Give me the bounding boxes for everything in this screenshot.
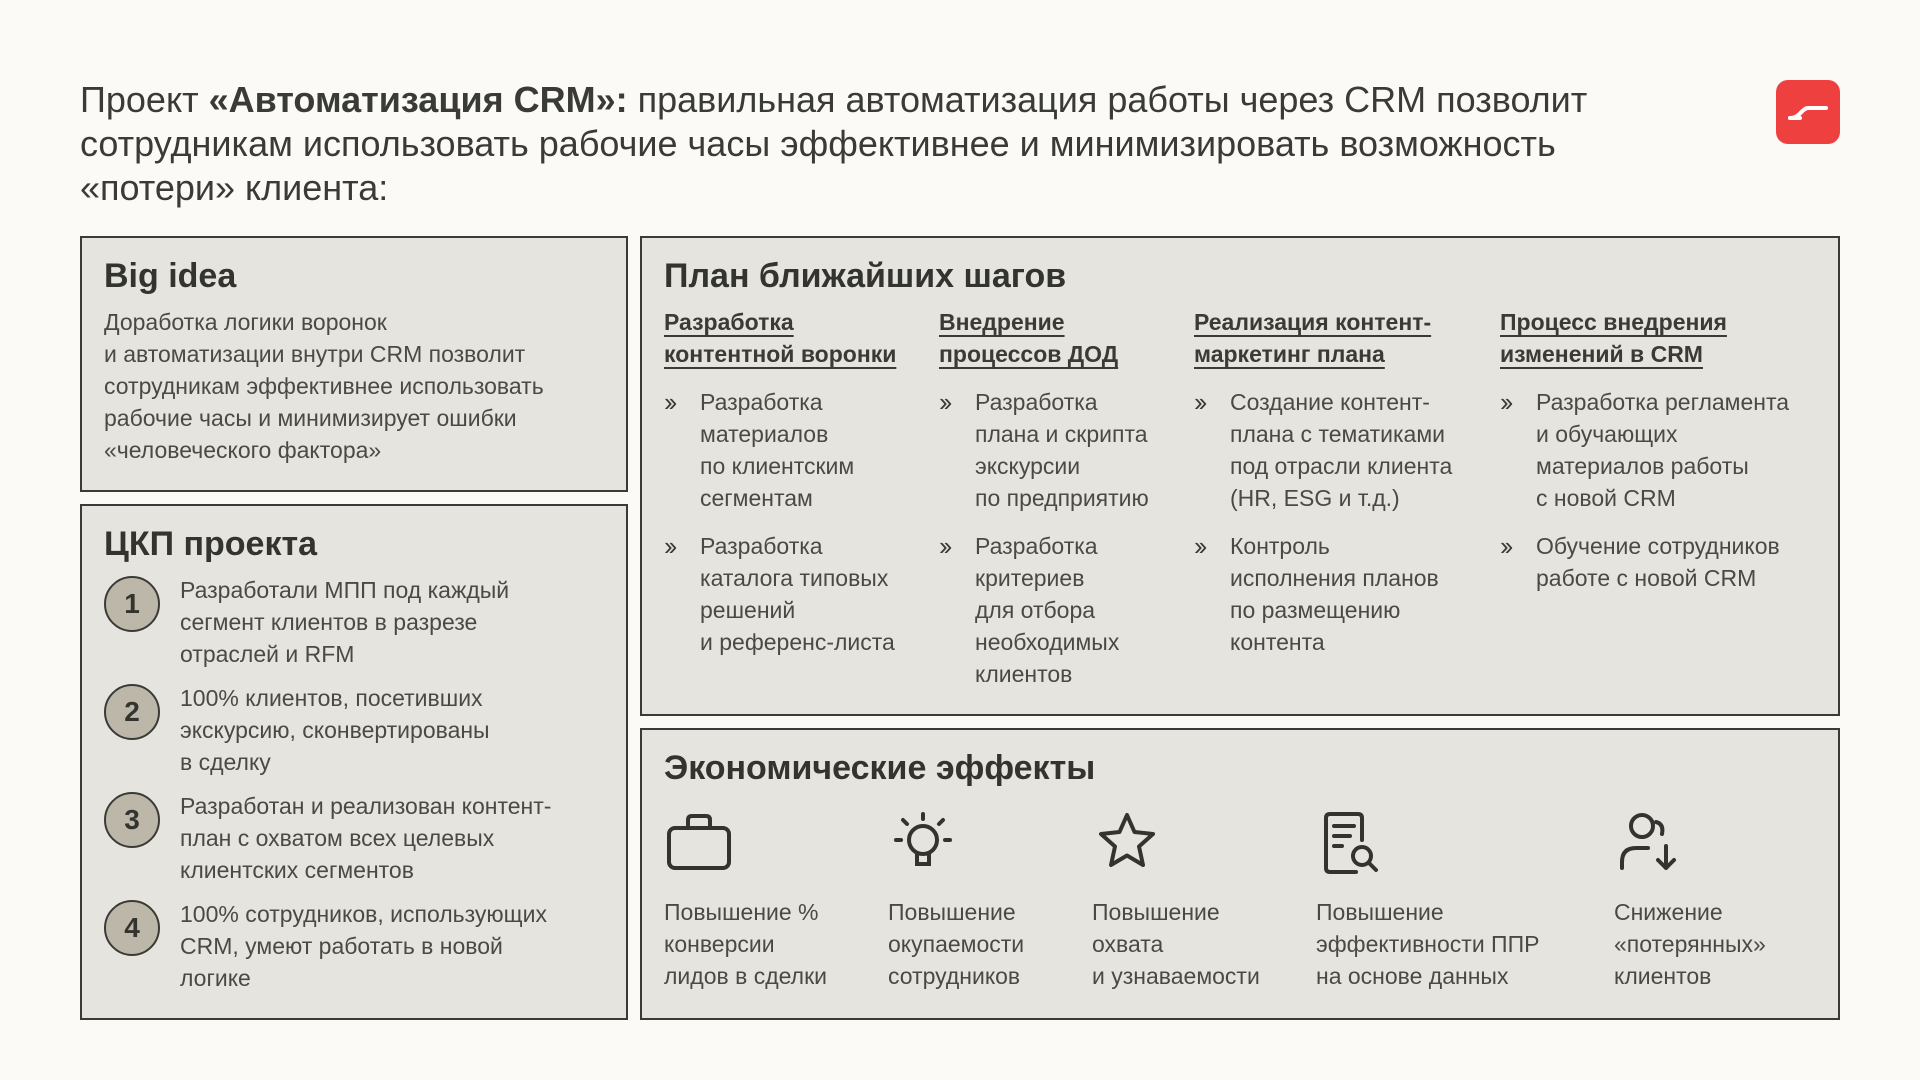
effect-line: эффективности ППР (1316, 931, 1540, 957)
ckp-item-text (180, 790, 551, 886)
plan-step-line: материалов (700, 421, 829, 447)
plan-step-line: исполнения планов (1230, 565, 1439, 591)
document-search-icon (1316, 810, 1539, 882)
plan-step-line: для отбора (975, 597, 1096, 623)
plan-column-heading (664, 306, 934, 376)
plan-step (1500, 530, 1820, 594)
ckp-item (104, 790, 604, 886)
plan-column (939, 306, 1189, 690)
effect-line: Повышение % (664, 899, 819, 925)
plan-column-heading (939, 306, 1189, 376)
plan-step-line: с новой CRM (1536, 485, 1676, 511)
effect-text (888, 896, 1024, 992)
ckp-item (104, 682, 604, 778)
double-chevron-right-icon: ›› (939, 387, 949, 417)
economic-effects-heading: Экономические эффекты (664, 749, 1096, 787)
effect-item (1614, 810, 1766, 992)
plan-step-line: по размещению (1230, 597, 1401, 623)
effect-text (1092, 896, 1260, 992)
plan-step-line: контента (1230, 629, 1325, 655)
plan-step-line: материалов работы (1536, 453, 1749, 479)
big-idea-panel (80, 236, 628, 492)
effect-item (664, 810, 827, 992)
ckp-line: клиентских сегментов (180, 857, 414, 883)
plan-step-line: Разработка (700, 389, 823, 415)
ckp-heading: ЦКП проекта (104, 525, 318, 563)
plan-column (664, 306, 934, 658)
ckp-line: сегмент клиентов в разрезе (180, 609, 478, 635)
plan-step-line: Обучение сотрудников (1536, 533, 1780, 559)
plan-column-heading (1194, 306, 1494, 376)
plan-step-line: плана с тематиками (1230, 421, 1446, 447)
page-title (80, 78, 1680, 210)
effect-item (1092, 810, 1260, 992)
plan-step-line: под отрасли клиента (1230, 453, 1453, 479)
big-idea-line: рабочие часы и минимизирует ошибки (104, 405, 517, 431)
plan-step-line: Разработка (700, 533, 823, 559)
double-chevron-right-icon: ›› (1194, 531, 1204, 561)
plan-step-text (1536, 530, 1780, 594)
plan-step (664, 386, 934, 514)
plan-step (1500, 386, 1820, 514)
ckp-number-badge: 3 (104, 792, 160, 848)
ckp-line: 100% сотрудников, использующих (180, 901, 547, 927)
title-rest: правильная автоматизация работы через CRM позволит сотрудникам использовать рабочие часы эффективнее и минимизировать возможность «потери» клиента: (80, 79, 1588, 208)
plan-step-line: работе с новой CRM (1536, 565, 1757, 591)
effect-text (664, 896, 827, 992)
big-idea-text (104, 306, 604, 466)
ckp-number-badge: 2 (104, 684, 160, 740)
effect-line: лидов в сделки (664, 963, 827, 989)
big-idea-line: «человеческого фактора» (104, 437, 382, 463)
plan-panel (640, 236, 1840, 716)
plan-step-line: и референс-листа (700, 629, 895, 655)
plan-step-text (700, 386, 854, 514)
plan-column-heading (1500, 306, 1820, 376)
plan-step-line: критериев (975, 565, 1085, 591)
ckp-item-text (180, 898, 547, 994)
plan-step-line: необходимых (975, 629, 1120, 655)
plan-step (664, 530, 934, 658)
plan-column-heading-line: Разработка (664, 309, 794, 335)
plan-step-line: Разработка (975, 389, 1098, 415)
plan-step-line: экскурсии (975, 453, 1081, 479)
effect-line: на основе данных (1316, 963, 1509, 989)
ckp-panel (80, 504, 628, 1020)
plan-column (1500, 306, 1820, 594)
effect-line: Повышение (1092, 899, 1220, 925)
effect-text (1316, 896, 1539, 992)
plan-column-heading-line: маркетинг плана (1194, 341, 1385, 367)
effect-line: Повышение (1316, 899, 1444, 925)
effect-line: окупаемости (888, 931, 1025, 957)
plan-step-text (700, 530, 895, 658)
plan-step (1194, 386, 1494, 514)
ckp-list (104, 574, 604, 994)
plan-step-line: Контроль (1230, 533, 1330, 559)
effect-text (1614, 896, 1766, 992)
plan-column-heading-line: контентной воронки (664, 341, 897, 367)
ckp-item-text (180, 682, 490, 778)
plan-step-line: плана и скрипта (975, 421, 1148, 447)
plan-column-heading-line: Внедрение (939, 309, 1065, 335)
plan-step-text (975, 386, 1149, 514)
plan-heading: План ближайших шагов (664, 257, 1067, 295)
plan-step-text (975, 530, 1119, 690)
ckp-line: 100% клиентов, посетивших (180, 685, 483, 711)
plan-step-line: Создание контент- (1230, 389, 1430, 415)
double-chevron-right-icon: ›› (664, 387, 674, 417)
ckp-line: Разработан и реализован контент- (180, 793, 552, 819)
plan-step-line: Разработка регламента (1536, 389, 1790, 415)
plan-step-line: каталога типовых (700, 565, 889, 591)
plan-column (1194, 306, 1494, 658)
effect-item (1316, 810, 1539, 992)
economic-effects-panel (640, 728, 1840, 1020)
effect-line: охвата (1092, 931, 1164, 957)
ckp-line: план с охватом всех целевых (180, 825, 495, 851)
star-icon (1092, 810, 1260, 882)
ckp-number-badge: 1 (104, 576, 160, 632)
ckp-item (104, 574, 604, 670)
plan-step-line: по предприятию (975, 485, 1149, 511)
plan-column-heading-line: изменений в CRM (1500, 341, 1703, 367)
lightbulb-icon (888, 810, 1024, 882)
plan-step-line: по клиентским (700, 453, 855, 479)
plan-step (939, 386, 1189, 514)
ckp-item-text (180, 574, 509, 670)
brand-logo-icon (1776, 80, 1840, 144)
plan-step-text (1230, 530, 1439, 658)
plan-step-text (1536, 386, 1789, 514)
big-idea-heading: Big idea (104, 257, 237, 295)
plan-column-heading-line: процессов ДОД (939, 341, 1119, 367)
plan-step-line: и обучающих (1536, 421, 1678, 447)
double-chevron-right-icon: ›› (1500, 531, 1510, 561)
double-chevron-right-icon: ›› (664, 531, 674, 561)
big-idea-line: и автоматизации внутри CRM позволит (104, 341, 526, 367)
title-project-name: «Автоматизация CRM»: (208, 79, 628, 120)
plan-step-line: Разработка (975, 533, 1098, 559)
ckp-line: Разработали МПП под каждый (180, 577, 510, 603)
double-chevron-right-icon: ›› (1500, 387, 1510, 417)
double-chevron-right-icon: ›› (1194, 387, 1204, 417)
ckp-line: экскурсию, сконвертированы (180, 717, 490, 743)
effect-line: клиентов (1614, 963, 1712, 989)
plan-step-line: клиентов (975, 661, 1073, 687)
double-chevron-right-icon: ›› (939, 531, 949, 561)
effect-line: конверсии (664, 931, 775, 957)
plan-step-line: сегментам (700, 485, 813, 511)
big-idea-line: Доработка логики воронок (104, 309, 387, 335)
effect-line: Снижение (1614, 899, 1723, 925)
big-idea-line: сотрудникам эффективнее использовать (104, 373, 544, 399)
effect-line: Повышение (888, 899, 1016, 925)
plan-step-line: решений (700, 597, 796, 623)
effect-line: и узнаваемости (1092, 963, 1260, 989)
plan-step-line: (HR, ESG и т.д.) (1230, 485, 1400, 511)
plan-columns (664, 306, 1816, 686)
plan-column-heading-line: Реализация контент- (1194, 309, 1432, 335)
title-prefix: Проект (80, 79, 209, 120)
plan-step (1194, 530, 1494, 658)
ckp-line: CRM, умеют работать в новой (180, 933, 503, 959)
briefcase-icon (664, 810, 827, 882)
ckp-item (104, 898, 604, 994)
plan-column-heading-line: Процесс внедрения (1500, 309, 1727, 335)
effect-item (888, 810, 1024, 992)
ckp-number-badge: 4 (104, 900, 160, 956)
plan-step (939, 530, 1189, 690)
plan-step-text (1230, 386, 1452, 514)
ckp-line: в сделку (180, 749, 271, 775)
effect-line: «потерянных» (1614, 931, 1766, 957)
ckp-line: логике (180, 965, 251, 991)
effect-line: сотрудников (888, 963, 1021, 989)
ckp-line: отраслей и RFM (180, 641, 355, 667)
user-arrow-down-icon (1614, 810, 1766, 882)
